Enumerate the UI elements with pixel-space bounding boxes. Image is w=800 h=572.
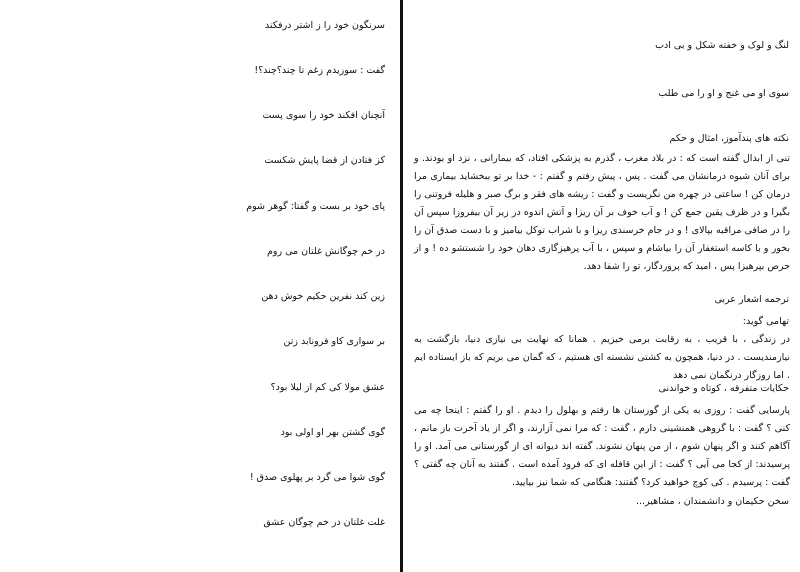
poem-line: گوی شوا می گرد بر پهلوی صدق ! (249, 472, 385, 483)
subheading: تهامی گوید: (742, 316, 789, 327)
poem-line: کز فتادن از قضا پایش شکست (264, 155, 385, 166)
poem-line: غلت غلتان در خم چوگان عشق (263, 517, 385, 528)
poem-line: سرنگون خود را ز اشتر درفکند (264, 20, 385, 31)
poem-line: گوی گشتن بهر او اولی بود (280, 427, 385, 438)
section-heading: نکته های پندآموز، امثال و حکم (669, 133, 789, 144)
poem-line: سوی او می غنج و او را می طلب (658, 88, 789, 99)
paragraph: پارسایی گفت : روزی به یکی از گورستان ها رفتم و بهلول را دیدم . او را گفتم : اینجا چه می کنی ؟ گفت : با گروهی همنشینی دارم ، گفت : که مرا نمی آزارند، و اگر از یاد آخرت باز مانم ، آگاهم کنند و اگر پنهان شوم ، از من پنهان نشوند. گفته اند دیوانه ای از گورستانی می آمد. او را پرسیدند: از کجا می آیی ؟ گفت : از این قافله ای که فرود آمده است . گفتند به آنان چه گفتی ؟ گفت : پرسیدم . کی کوچ خواهید کرد؟ گفتند: هنگامی که شما نیز بیایید. (414, 405, 790, 488)
section-heading: سخن حکیمان و دانشمندان ، مشاهیر... (635, 496, 789, 507)
poem-line: در خم چوگانش غلتان می روم (267, 246, 385, 257)
poem-line: عشق مولا کی کم از لیلا بود؟ (270, 382, 385, 393)
right-page (403, 0, 800, 572)
poem-line: پای خود بر بست و گفتا: گوهر شوم (246, 201, 385, 212)
poem-line: زین کند نفرین حکیم خوش دهن (261, 291, 385, 302)
paragraph: در زندگی ، با قریب ، به رقابت برمی خیزیم . همانا که نهایت بی نیازی دنیا، بازگشت به نیازمندیست . در دنیا، همچون به کشتی نشسته ای هستیم ، که گمان می بریم که باز ایستاده ایم . اما روزگار درنگمان نمی دهد (414, 334, 790, 381)
poem-line: آنچنان افکند خود را سوی پست (262, 110, 385, 121)
poem-line: بر سواری کاو فرونابد زتن (283, 336, 385, 347)
section-heading: حکایات متفرقه ، کوتاه و خواندنی (658, 383, 789, 394)
section-heading: ترجمه اشعار عربی (714, 294, 789, 305)
paragraph: تنی از ابدال گفته است که : در بلاد مغرب ، گذرم به پزشکی افتاد، که بیمارانی ، نزد او بودند. و برای آنان شیوه درمانشان می گفت . پس ، پیش رفتم و گفتم : - خدا بر تو ببخشاید بیماری مرا درمان کن ! ساعتی در چهره من نگریست و گفت : ریشه های فقر و برگ صبر و هلیله فروتنی را بگیرا و در ظرف یقین جمع کن ! و آب خوف بر آن ریزا و آتش اندوه در زیر آن بیفروزا سپس آن را در صافی مراقبه بپالای ! و در جام خرسندی ریزا و با شراب توکل بیامیز و با دست صدق آن را بخور و با کاسه استغفار آن را بیاشام و سپس ، با آب پرهیزگاری دهان خود را شستشو ده ! و از حرص بپرهیزا پس ، امید که پروردگار، تو را شفا دهد. (414, 153, 790, 272)
poem-line: لنگ و لوک و خفته شکل و بی ادب (655, 40, 789, 51)
poem-line: گفت : سوزیدم زغم تا چند؟چند؟! (254, 65, 385, 76)
